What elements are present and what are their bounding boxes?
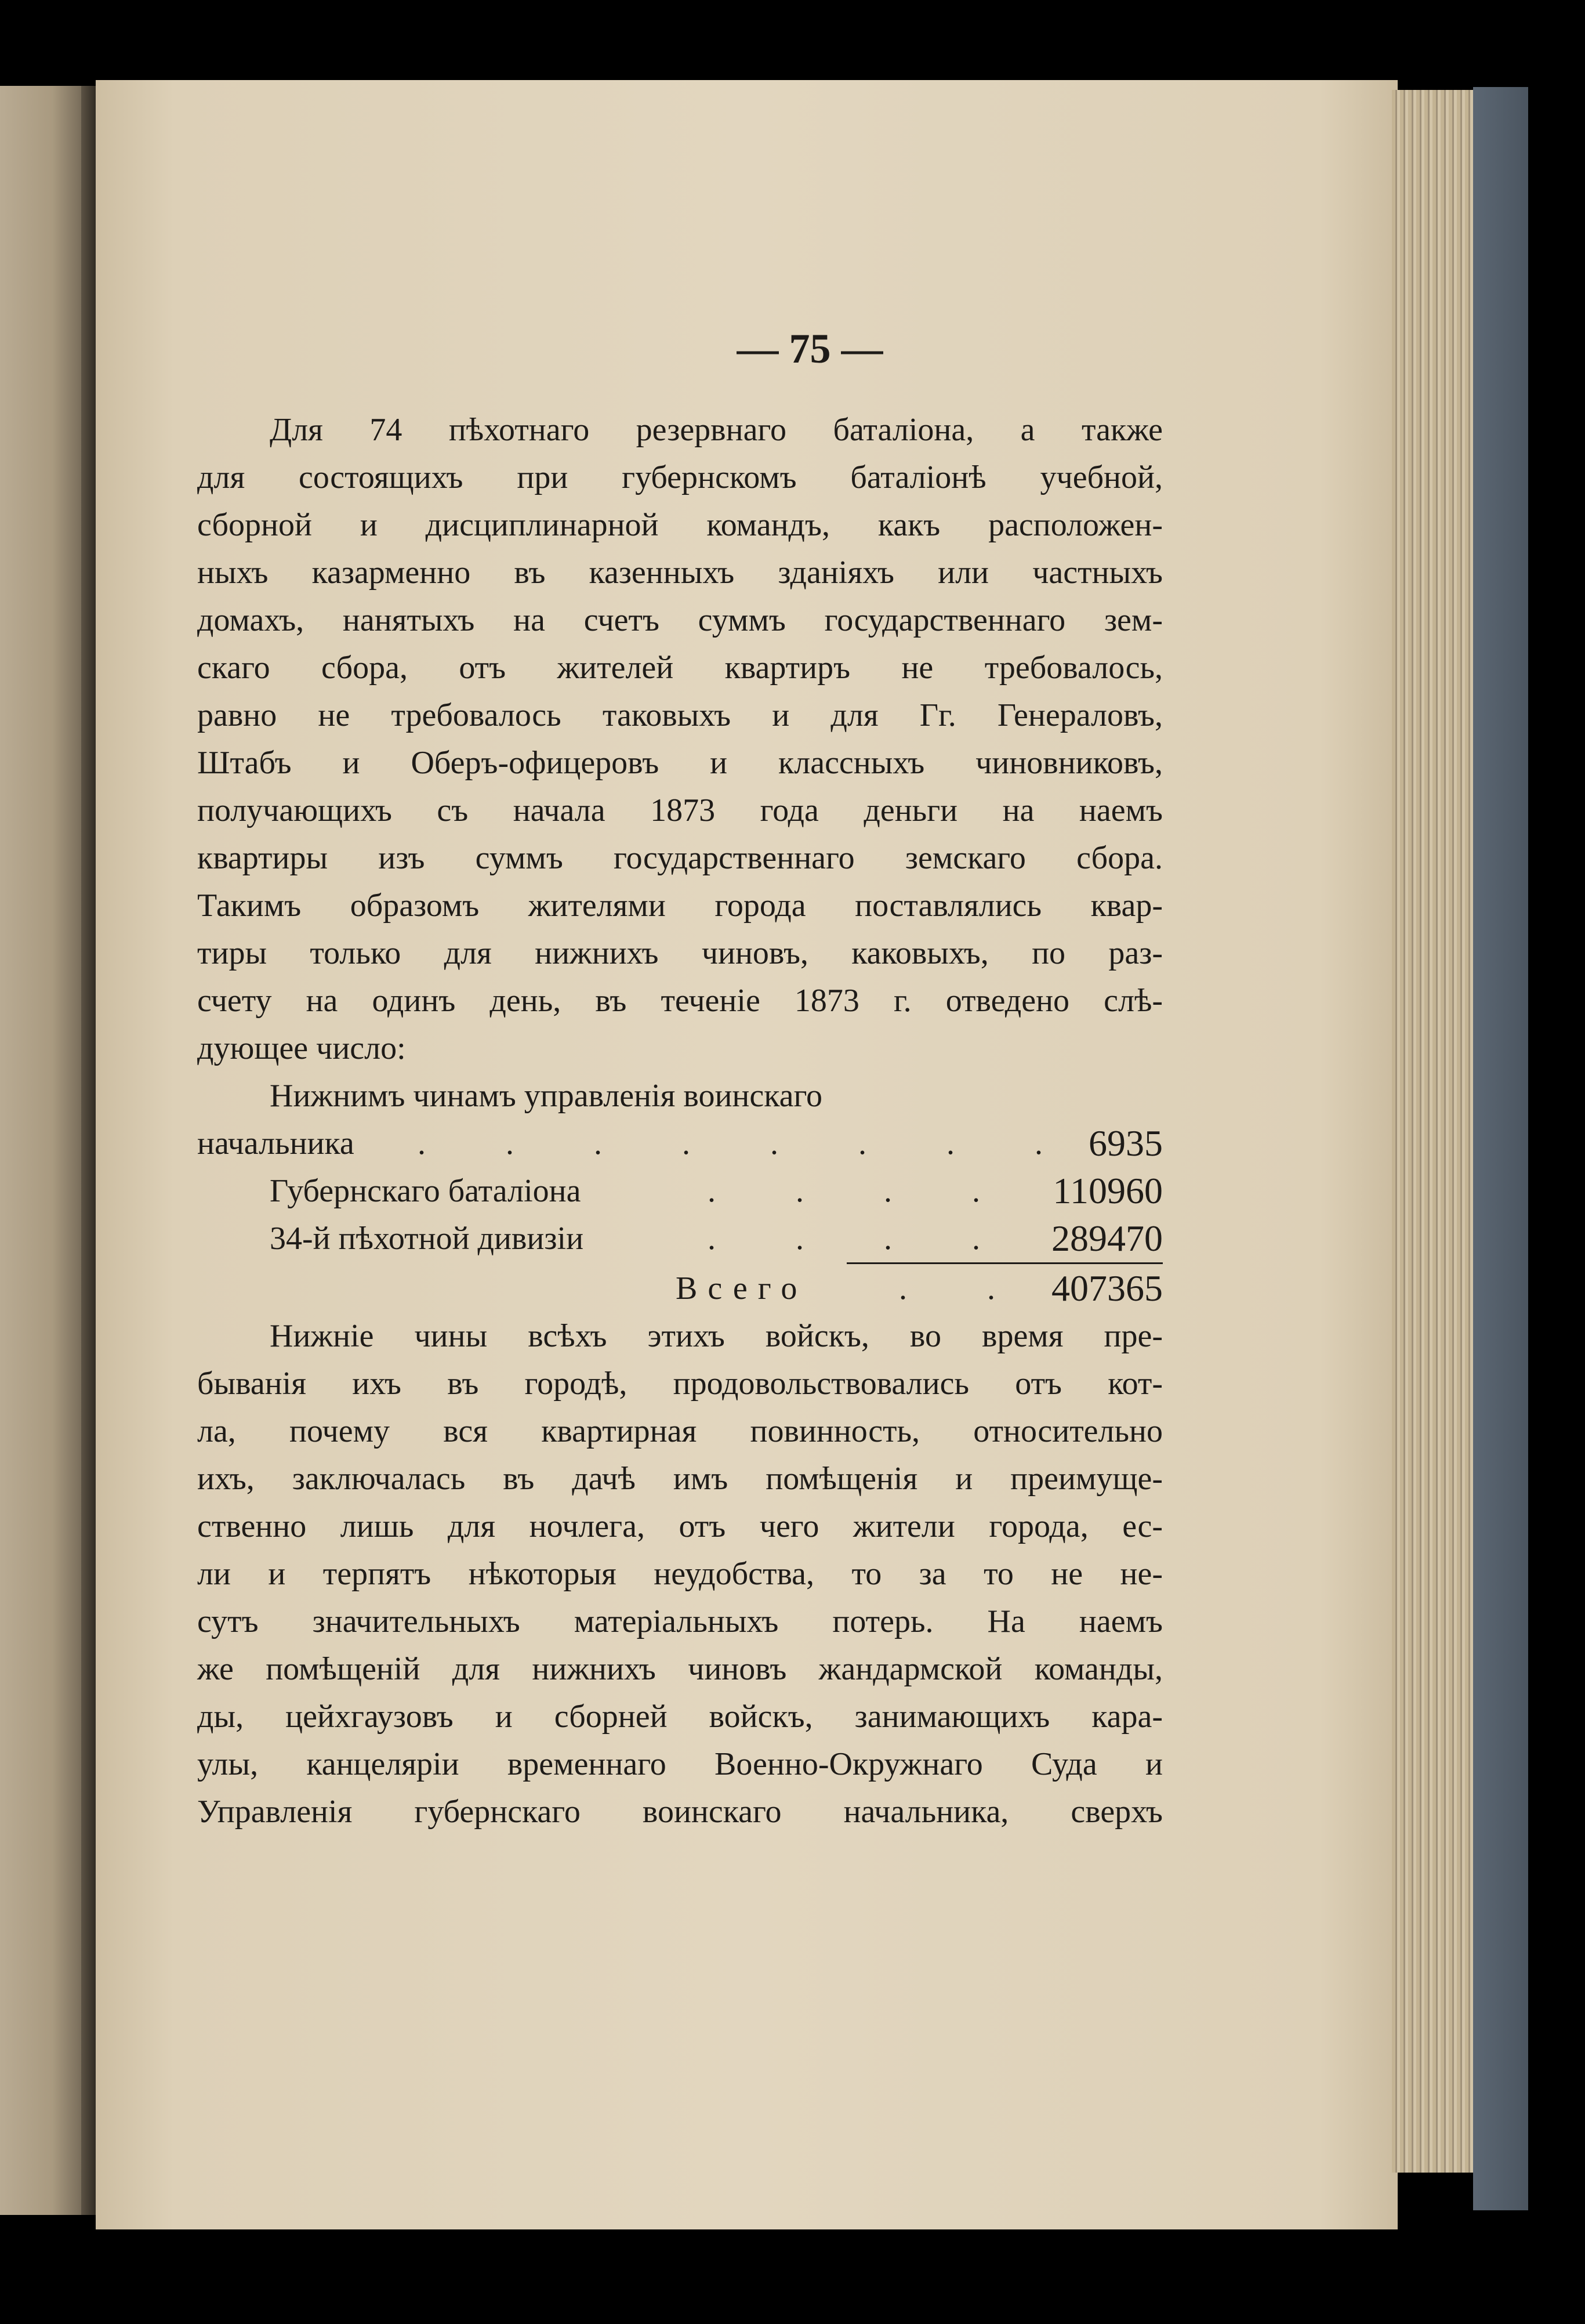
book-cover-edge	[1473, 87, 1528, 2210]
total-label: Всего	[676, 1270, 808, 1306]
table-row-label: Губернскаго баталіона	[270, 1173, 581, 1209]
paragraph1-line: тиры только для нижнихъ чиновъ, каковыхъ, по раз-	[197, 935, 1163, 971]
paragraph1-line: получающихъ съ начала 1873 года деньги на наемъ	[197, 792, 1163, 828]
paragraph2-line: ихъ, заключалась въ дачѣ имъ помѣщенія и преимуще-	[197, 1461, 1163, 1497]
table-row-label: 34-й пѣхотной дивизіи	[270, 1221, 584, 1257]
paragraph2-line: же помѣщеній для нижнихъ чиновъ жандармской команды,	[197, 1651, 1163, 1687]
paragraph1-line: Штабъ и Оберъ-офицеровъ и классныхъ чиновниковъ,	[197, 745, 1163, 781]
table-row-label: Нижнимъ чинамъ управленія воинскаго	[270, 1078, 823, 1114]
leader-dots: . .	[899, 1270, 1031, 1306]
paragraph1-line: скаго сбора, отъ жителей квартиръ не требовалось,	[197, 650, 1163, 686]
table-value: 6935	[1089, 1123, 1163, 1164]
table-row-2	[197, 1167, 1163, 1215]
paragraph2-line: ла, почему вся квартирная повинность, относительно	[197, 1413, 1163, 1449]
paragraph1-line: счету на одинъ день, въ теченіе 1873 г. отведено слѣ-	[197, 983, 1163, 1019]
leader-dots: . . . .	[708, 1173, 1016, 1209]
page-stack-edges	[1392, 90, 1482, 2173]
page-number: — 75 —	[737, 325, 883, 372]
paragraph2-line: быванія ихъ въ городѣ, продовольствовались отъ кот-	[197, 1366, 1163, 1402]
table-value: 110960	[1053, 1170, 1163, 1211]
leader-dots: . . . .	[708, 1221, 1016, 1257]
paragraph2-line: ли и терпятъ нѣкоторыя неудобства, то за то не не-	[197, 1556, 1163, 1592]
paragraph1-line: квартиры изъ суммъ государственнаго земскаго сбора.	[197, 840, 1163, 876]
leader-dots: . . . . . . . .	[418, 1125, 1079, 1161]
paragraph1-line: сборной и дисциплинарной командъ, какъ расположен-	[197, 507, 1163, 543]
paragraph2-line: Нижніе чины всѣхъ этихъ войскъ, во время пре-	[270, 1318, 1163, 1354]
paragraph2-line: ственно лишь для ночлега, отъ чего жители города, ес-	[197, 1508, 1163, 1544]
left-page-edge	[0, 86, 87, 2215]
paragraph1-line: Такимъ образомъ жителями города поставлялись квар-	[197, 888, 1163, 924]
table-row-1a	[197, 1072, 1163, 1120]
paragraph1-line: дующее число:	[197, 1030, 406, 1066]
total-value: 407365	[1051, 1268, 1163, 1309]
table-row-label: начальника	[197, 1125, 354, 1161]
paragraph1-line: Для 74 пѣхотнаго резервнаго баталіона, а также	[270, 412, 1163, 448]
paragraph1-line: равно не требовалось таковыхъ и для Гг. Генераловъ,	[197, 697, 1163, 733]
paragraph2-line: улы, канцеляріи временнаго Военно-Окружнаго Суда и	[197, 1746, 1163, 1782]
total-rule	[847, 1262, 1163, 1264]
paragraph1-line: домахъ, нанятыхъ на счетъ суммъ государственнаго зем-	[197, 602, 1163, 638]
paragraph1-line: для состоящихъ при губернскомъ баталіонѣ учебной,	[197, 459, 1163, 495]
table-value: 289470	[1051, 1218, 1163, 1259]
table-row-3	[197, 1215, 1163, 1262]
table-row-1b	[197, 1120, 1163, 1167]
paragraph2-line: ды, цейхгаузовъ и сборней войскъ, занимающихъ кара-	[197, 1699, 1163, 1735]
table-total-row	[197, 1265, 1163, 1312]
paragraph1-line: ныхъ казарменно въ казенныхъ зданіяхъ или частныхъ	[197, 555, 1163, 591]
paragraph2-line: сутъ значительныхъ матеріальныхъ потерь. На наемъ	[197, 1603, 1163, 1639]
paragraph2-line: Управленія губернскаго воинскаго начальника, сверхъ	[197, 1794, 1163, 1830]
